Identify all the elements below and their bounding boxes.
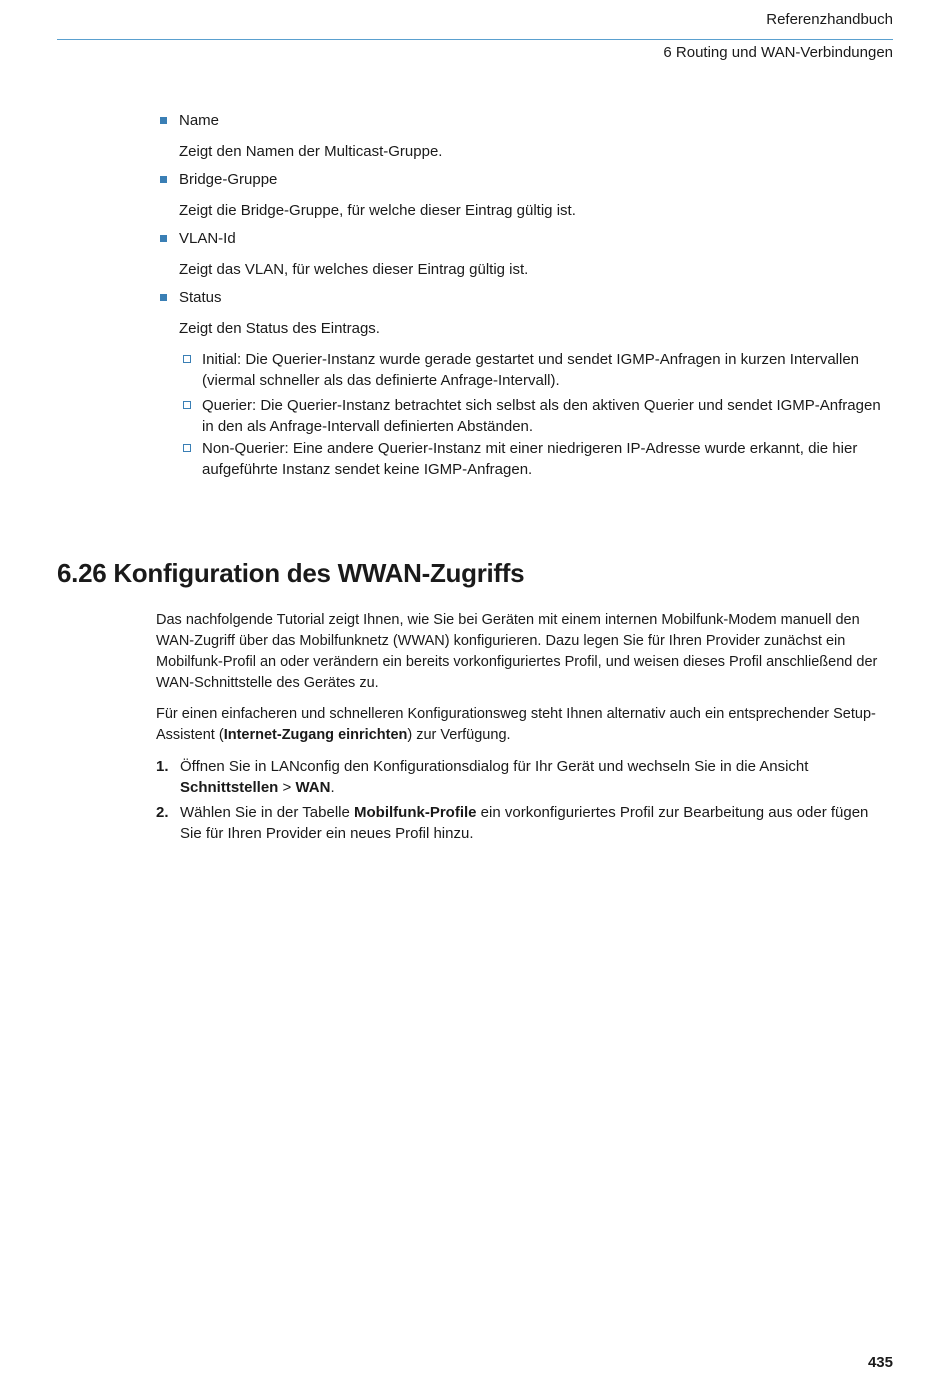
step-text <box>180 802 893 844</box>
step-text-before: Wählen Sie in der Tabelle <box>180 804 354 821</box>
step-text-after: . <box>330 779 335 796</box>
list-item-label: Name <box>179 112 220 129</box>
alternative-paragraph <box>156 704 893 746</box>
menu-path-separator: > <box>278 779 296 796</box>
step-text-before: Öffnen Sie in LANconfig den Konfigurationsdialog für Ihr Gerät und wechseln Sie in die Ansicht <box>180 758 809 775</box>
header-chapter: 6 Routing und WAN-Verbindungen <box>663 44 893 61</box>
status-value-item: Initial: Die Querier-Instanz wurde gerade gestartet und sendet IGMP-Anfragen in kurzen Intervallen (viermal schneller als das definierte Anfrage-Intervall). <box>202 351 860 389</box>
step-text-after: ein vorkonfiguriertes Profil zur Bearbeitung aus oder fügen Sie für Ihren Provider ein neues Profil hinzu. <box>180 804 869 842</box>
bullet-hollow-square-icon <box>183 401 191 409</box>
step-number: 1. <box>156 758 169 775</box>
bullet-square-icon <box>160 235 167 242</box>
alt-text-before: Für einen einfacheren und schnelleren Konfigurationsweg steht Ihnen alternativ auch ein entsprechender Setup-Assistent ( <box>156 706 876 743</box>
list-item-desc: Zeigt den Status des Eintrags. <box>179 320 380 337</box>
table-name-mobile-profiles: Mobilfunk-Profile <box>354 804 477 821</box>
header-title: Referenzhandbuch <box>766 11 893 28</box>
menu-path-wan: WAN <box>295 779 331 796</box>
bullet-hollow-square-icon <box>183 444 191 452</box>
list-item-desc: Zeigt die Bridge-Gruppe, für welche dieser Eintrag gültig ist. <box>179 202 576 219</box>
bullet-square-icon <box>160 117 167 124</box>
list-item-label: Bridge-Gruppe <box>179 171 278 188</box>
status-value-item: Non-Querier: Eine andere Querier-Instanz mit einer niedrigeren IP-Adresse wurde erkannt, die hier aufgeführte Instanz sendet keine IGMP-Anfragen. <box>202 440 858 478</box>
bullet-square-icon <box>160 176 167 183</box>
intro-paragraph: Das nachfolgende Tutorial zeigt Ihnen, wie Sie bei Geräten mit einem internen Mobilfunk-Modem manuell den WAN-Zugriff über das Mobilfunknetz (WWAN) konfigurieren. Dazu legen Sie für Ihren Provider zunächst ein Mobilfunk-Profil an oder verändern ein bereits vorkonfiguriertes Profil, und weisen dieses Profil anschließend der WAN-Schnittstelle des Gerätes zu. <box>156 612 878 691</box>
menu-path-interfaces: Schnittstellen <box>180 779 279 796</box>
section-heading: 6.26 Konfiguration des WWAN-Zugriffs <box>57 558 525 588</box>
step-text <box>180 756 893 798</box>
step-number: 2. <box>156 804 169 821</box>
list-item-label: VLAN-Id <box>179 230 236 247</box>
setup-wizard-name: Internet-Zugang einrichten <box>223 727 408 743</box>
alt-text-after: ) zur Verfügung. <box>407 727 511 743</box>
page-number: 435 <box>867 1354 893 1371</box>
list-item-label: Status <box>179 289 222 306</box>
status-value-item: Querier: Die Querier-Instanz betrachtet sich selbst als den aktiven Querier und sendet IGMP-Anfragen in den als Anfrage-Intervall definierten Abständen. <box>202 397 881 435</box>
bullet-hollow-square-icon <box>183 355 191 363</box>
list-item-desc: Zeigt das VLAN, für welches dieser Eintrag gültig ist. <box>179 261 529 278</box>
header-divider <box>57 39 893 40</box>
bullet-square-icon <box>160 294 167 301</box>
list-item-desc: Zeigt den Namen der Multicast-Gruppe. <box>179 143 443 160</box>
